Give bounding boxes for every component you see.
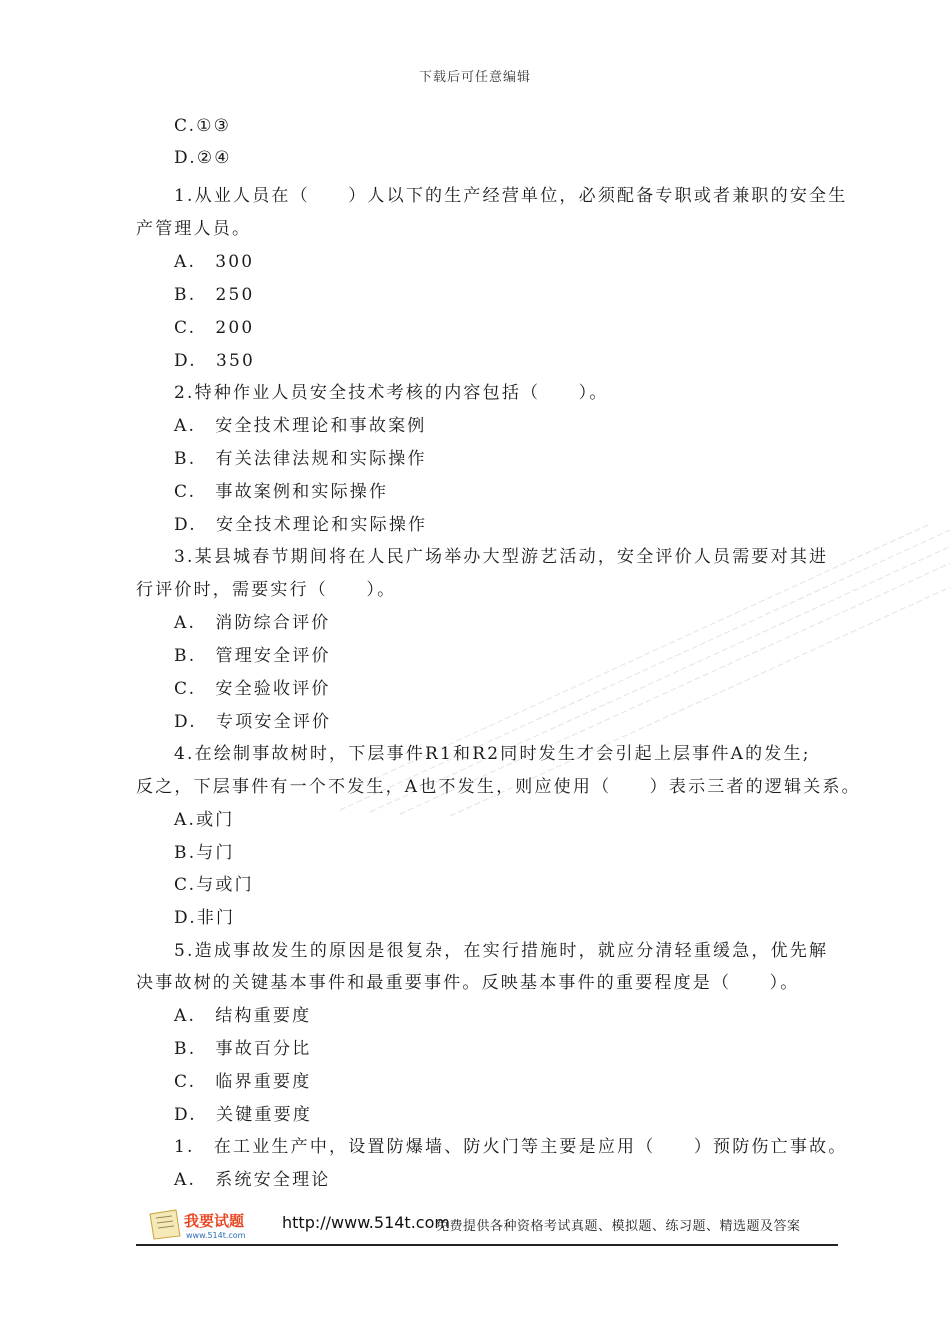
line-q4-c: C.与或门 <box>174 875 254 895</box>
logo-subtext: www.514t.com <box>186 1231 246 1240</box>
line-q5-b: B. 事故百分比 <box>174 1039 312 1059</box>
line-q3-stem-b: 行评价时，需要实行（ ）。 <box>136 580 397 600</box>
line-q1-stem-a: 1.从业人员在（ ）人以下的生产经营单位，必须配备专职或者兼职的安全生 <box>174 186 848 206</box>
line-q4-d: D.非门 <box>174 908 236 928</box>
footer-divider <box>136 1244 838 1246</box>
line-q1-stem-b: 产管理人员。 <box>136 219 252 239</box>
line-q4-b: B.与门 <box>174 843 235 863</box>
line-q4-stem-b: 反之，下层事件有一个不发生，A也不发生，则应使用（ ）表示三者的逻辑关系。 <box>136 777 861 797</box>
logo-text: 我要试题 <box>184 1212 245 1230</box>
line-q5-a: A. 结构重要度 <box>174 1006 312 1026</box>
line-q2-stem: 2.特种作业人员安全技术考核的内容包括（ ）。 <box>174 383 609 403</box>
footer-url-link[interactable]: http://www.514t.com <box>282 1213 450 1232</box>
line-q4-stem-a: 4.在绘制事故树时，下层事件R1和R2同时发生才会引起上层事件A的发生; <box>174 744 811 764</box>
line-q2-a: A. 安全技术理论和事故案例 <box>174 416 427 436</box>
line-q5-d: D. 关键重要度 <box>174 1105 313 1125</box>
line-prev-d: D.②④ <box>174 148 232 168</box>
line-q1-c: C. 200 <box>174 318 255 338</box>
line-q3-c: C. 安全验收评价 <box>174 679 331 699</box>
line-q3-b: B. 管理安全评价 <box>174 646 331 666</box>
line-q4-a: A.或门 <box>174 810 235 830</box>
line-q2-b: B. 有关法律法规和实际操作 <box>174 449 427 469</box>
line-q6-a: A. 系统安全理论 <box>174 1170 331 1190</box>
line-q3-d: D. 专项安全评价 <box>174 712 332 732</box>
line-q1-b: B. 250 <box>174 285 255 305</box>
line-q3-a: A. 消防综合评价 <box>174 613 331 633</box>
line-q5-stem-a: 5.造成事故发生的原因是很复杂，在实行措施时，就应分清轻重缓急，优先解 <box>174 941 829 961</box>
line-q1-a: A. 300 <box>174 252 255 272</box>
line-q6-stem: 1. 在工业生产中，设置防爆墙、防火门等主要是应用（ ）预防伤亡事故。 <box>174 1137 848 1157</box>
line-q2-d: D. 安全技术理论和实际操作 <box>174 515 428 535</box>
header-note: 下载后可任意编辑 <box>418 70 531 85</box>
line-q2-c: C. 事故案例和实际操作 <box>174 482 389 502</box>
line-q5-c: C. 临界重要度 <box>174 1072 312 1092</box>
line-q5-stem-b: 决事故树的关键基本事件和最重要事件。反映基本事件的重要程度是（ ）。 <box>136 973 800 993</box>
site-logo <box>146 1206 264 1242</box>
footer-slogan: 免费提供各种资格考试真题、模拟题、练习题、精选题及答案 <box>436 1219 801 1234</box>
line-prev-c: C.①③ <box>174 116 232 136</box>
line-q1-d: D. 350 <box>174 351 256 371</box>
page-footer <box>136 1206 838 1246</box>
line-q3-stem-a: 3.某县城春节期间将在人民广场举办大型游艺活动，安全评价人员需要对其进 <box>174 547 829 567</box>
